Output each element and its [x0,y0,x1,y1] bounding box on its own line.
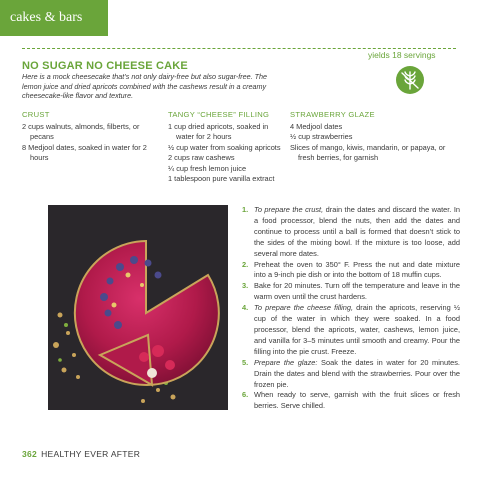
recipe-intro: Here is a mock cheesecake that’s not only dairy-free but also sugar-free. The lemon juice and dried apricots combined with the cashews result in a creamy cheesecake-like flavor and texture. [22,72,268,101]
step-text: drain the apricots, reserving ½ cup of the water in which they were soaked. In a food processor, blend the apricots, water, cashews, lemon juice, and vanilla for 3–5 minutes until smooth and creamy. Pour the filling into the pie crust. Freeze. [254,303,460,356]
step-number: 1. [242,205,249,214]
method-step [242,390,460,412]
step-text: Preheat the oven to 350° F. Press the nut and date mixture into a 9-inch pie dish or into the bottom of 18 muffin cups. [254,259,460,280]
recipe-title: NO SUGAR NO CHEESE CAKE [22,60,188,72]
ingredient-item: ¼ cup fresh lemon juice [168,163,247,173]
no-wheat-icon [396,66,424,94]
step-lead: Prepare the glaze: [254,357,318,367]
step-lead: To prepare the crust, [254,205,324,214]
ingredient-heading: CRUST [22,110,50,119]
step-text: drain the dates and discard the water. In a food processor, blend the nuts, then add the dates and continue to process until a ball is formed that doesn’t stick to the sides of the mixing bowl. If the mixture is too loose, add several more dates. [254,205,460,258]
method-step [242,303,460,358]
ingredient-item: 2 cups raw cashews [168,153,235,162]
ingredient-item: 1 tablespoon pure vanilla extract [168,174,275,183]
ingredient-item: ½ cup strawberries [290,132,353,141]
ingredient-item: 1 cup dried apricots, soaked in water for 2 hours [168,121,269,141]
ingredient-heading: TANGY “CHEESE” FILLING [168,110,270,119]
section-tab: cakes & bars [0,0,108,36]
ingredient-heading: STRAWBERRY GLAZE [290,110,375,119]
ingredients-filling [168,110,284,185]
ingredients-glaze [290,110,450,164]
method-step [242,358,460,391]
ingredient-item: 2 cups walnuts, almonds, filberts, or pecans [22,121,140,141]
method-step [242,281,460,303]
step-number: 5. [242,357,249,367]
step-text: When ready to serve, garnish with the fruit slices or fresh berries. Serve chilled. [254,390,460,411]
step-number: 2. [242,259,249,269]
ingredient-item: ½ cup water from soaking apricots [168,142,281,152]
book-title: HEALTHY EVER AFTER [41,449,141,459]
yields-label: yields 18 servings [368,50,436,60]
method-steps [242,205,460,412]
step-lead: To prepare the cheese filling, [254,303,354,313]
step-number: 3. [242,281,249,291]
ingredient-item: 8 Medjool dates, soaked in water for 2 hours [22,142,147,162]
header-rule [22,48,456,49]
ingredients-crust [22,110,150,164]
step-text: Soak the dates in water for 20 minutes. Drain the dates and blend with the strawberries. Pour over the frozen pie. [254,357,460,389]
step-number: 6. [242,390,249,400]
method-step [242,260,460,282]
page-number: 362 [22,449,38,459]
ingredient-item: Slices of mango, kiwis, mandarin, or papaya, or fresh berries, for garnish [290,142,446,162]
ingredient-item: 4 Medjool dates [290,121,343,131]
page-footer [22,449,140,459]
method-step [242,205,460,260]
step-number: 4. [242,303,249,313]
cake-photo [48,205,228,410]
step-text: Bake for 20 minutes. Turn off the temperature and leave in the warm oven until the crust hardens. [254,281,460,302]
